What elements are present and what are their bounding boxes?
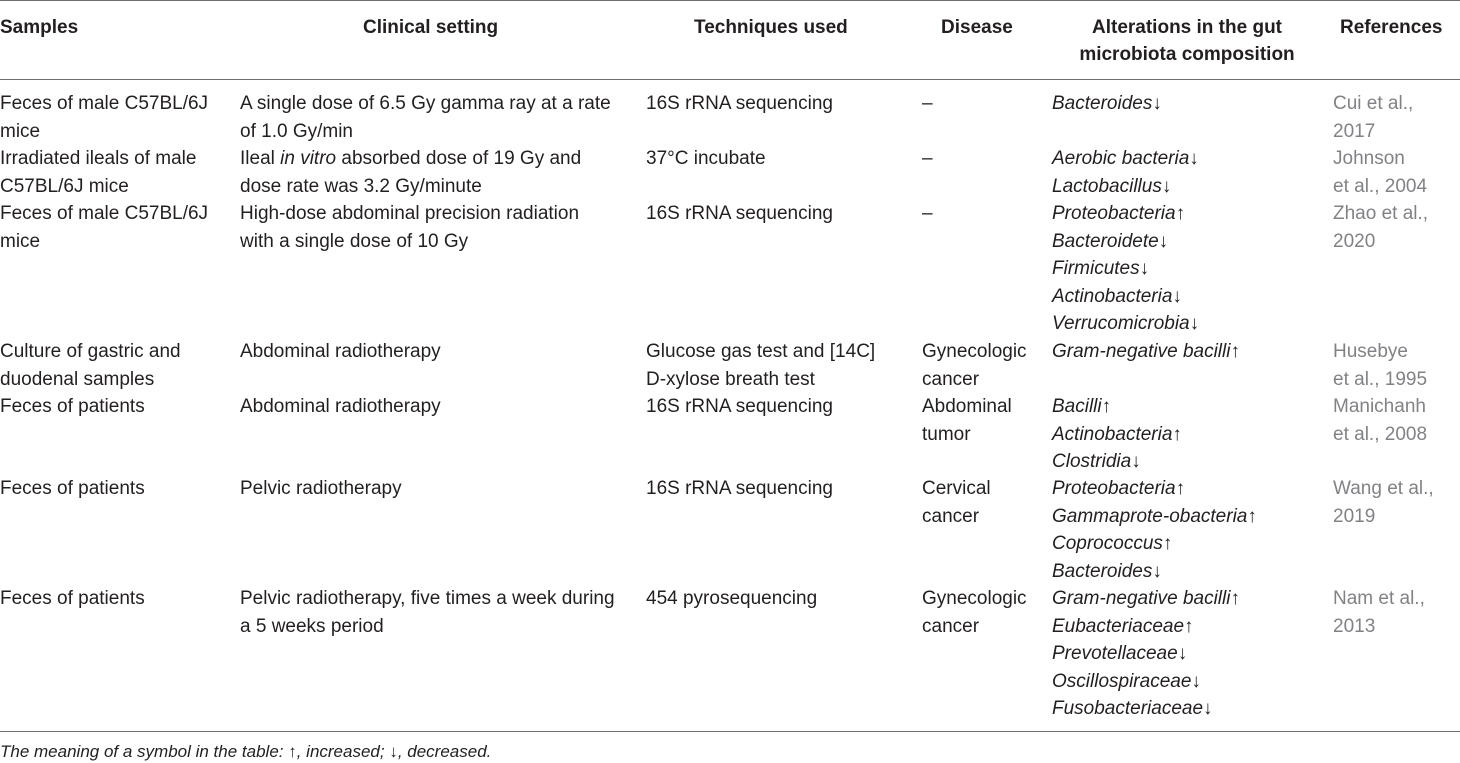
cell-line: Coprococcus↑ xyxy=(1052,533,1173,554)
cell-line: Prevotellaceae↓ xyxy=(1052,643,1188,664)
cell-samples xyxy=(0,145,196,200)
cell-techniques xyxy=(646,200,833,228)
cell-line: 16S rRNA sequencing xyxy=(646,478,833,499)
cell-line: 16S rRNA sequencing xyxy=(646,396,833,417)
cell-line: Gynecologic xyxy=(922,588,1027,609)
cell-line: 454 pyrosequencing xyxy=(646,588,818,609)
cell-line: Gynecologic xyxy=(922,341,1027,362)
cell-line: mice xyxy=(0,230,41,252)
cell-alterations xyxy=(1052,393,1182,476)
cell-line: Husebye xyxy=(1333,341,1408,362)
cell-line: Verrucomicrobia↓ xyxy=(1052,313,1200,334)
cell-setting xyxy=(240,145,581,200)
italic-text: in vitro xyxy=(280,148,337,169)
cell-line: duodenal samples xyxy=(0,368,155,390)
cell-line: Cervical xyxy=(922,478,991,499)
cell-setting xyxy=(240,90,611,145)
cell-line: Proteobacteria↑ xyxy=(1052,203,1186,224)
cell-line: Abdominal radiotherapy xyxy=(240,341,441,362)
cell-line: Glucose gas test and [14C] xyxy=(646,341,876,362)
cell-line: Abdominal xyxy=(922,396,1012,417)
cell-line: Pelvic radiotherapy xyxy=(240,478,402,499)
cell-samples xyxy=(0,90,208,145)
cell-line: Gammaprote-obacteria↑ xyxy=(1052,505,1257,527)
cell-alterations xyxy=(1052,475,1257,585)
cell-samples xyxy=(0,338,181,393)
cell-line: Proteobacteria↑ xyxy=(1052,478,1186,499)
cell-references xyxy=(1333,338,1427,393)
cell-line: Bacteroidete↓ xyxy=(1052,230,1169,252)
cell-samples xyxy=(0,585,145,613)
cell-techniques xyxy=(646,585,817,613)
cell-line: et al., 2008 xyxy=(1333,423,1428,445)
header-references: References xyxy=(1340,17,1443,38)
cell-alterations xyxy=(1052,338,1240,366)
cell-line: Actinobacteria↑ xyxy=(1052,423,1182,445)
cell-line: 37°C incubate xyxy=(646,148,766,169)
cell-references xyxy=(1333,200,1428,255)
cell-line: Culture of gastric and xyxy=(0,341,181,362)
cell-setting xyxy=(240,393,441,421)
cell-techniques xyxy=(646,338,875,393)
cell-references xyxy=(1333,90,1413,145)
header-techniques: Techniques used xyxy=(694,17,848,38)
cell-line: Nam et al., xyxy=(1333,588,1425,609)
cell-samples xyxy=(0,475,145,503)
cell-line: Cui et al., xyxy=(1333,93,1414,114)
cell-line: Feces of male C57BL/6J xyxy=(0,93,209,114)
cell-line: Abdominal radiotherapy xyxy=(240,396,441,417)
cell-line: Bacilli↑ xyxy=(1052,396,1112,417)
cell-references xyxy=(1333,585,1425,640)
cell-alterations xyxy=(1052,90,1162,118)
cell-techniques xyxy=(646,90,833,118)
cell-line: Bacteroides↓ xyxy=(1052,93,1162,114)
cell-line: Feces of patients xyxy=(0,478,145,499)
cell-line: Clostridia↓ xyxy=(1052,451,1141,472)
cell-line: Irradiated ileals of male xyxy=(0,148,197,169)
cell-line: Feces of male C57BL/6J xyxy=(0,203,209,224)
cell-references xyxy=(1333,145,1427,200)
cell-setting xyxy=(240,585,615,640)
header-clinical-setting: Clinical setting xyxy=(363,17,499,38)
cell-line: dose rate was 3.2 Gy/minute xyxy=(240,175,482,197)
cell-disease xyxy=(922,393,1012,448)
cell-line: mice xyxy=(0,120,41,142)
cell-line: – xyxy=(922,148,933,169)
cell-line: 2013 xyxy=(1333,615,1376,637)
cell-line: et al., 1995 xyxy=(1333,368,1428,390)
cell-line: Zhao et al., xyxy=(1333,203,1429,224)
cell-line: Manichanh xyxy=(1333,396,1426,417)
cell-line: Fusobacteriaceae↓ xyxy=(1052,698,1213,719)
cell-line: 16S rRNA sequencing xyxy=(646,203,833,224)
cell-disease xyxy=(922,475,991,530)
text-span: absorbed dose of 19 Gy and xyxy=(336,148,582,169)
cell-samples xyxy=(0,200,208,255)
table-footnote: The meaning of a symbol in the table: ↑, increased; ↓, decreased. xyxy=(0,742,492,761)
cell-line: Aerobic bacteria↓ xyxy=(1052,148,1199,169)
cell-line: et al., 2004 xyxy=(1333,175,1428,197)
cell-disease xyxy=(922,585,1027,640)
cell-line: Feces of patients xyxy=(0,588,145,609)
cell-line: Pelvic radiotherapy, five times a week during xyxy=(240,588,615,609)
cell-disease xyxy=(922,90,933,118)
cell-samples xyxy=(0,393,145,421)
cell-line: with a single dose of 10 Gy xyxy=(240,230,469,252)
cell-line: Actinobacteria↓ xyxy=(1052,285,1182,307)
table-bottom-rule xyxy=(0,731,1460,732)
text-span: Ileal xyxy=(240,148,281,169)
cell-line: – xyxy=(922,203,933,224)
cell-line: Oscillospiraceae↓ xyxy=(1052,670,1201,692)
cell-line xyxy=(240,145,581,173)
cell-setting xyxy=(240,475,402,503)
cell-line: A single dose of 6.5 Gy gamma ray at a rate xyxy=(240,93,611,114)
cell-techniques xyxy=(646,393,833,421)
cell-line: a 5 weeks period xyxy=(240,615,384,637)
cell-line: D-xylose breath test xyxy=(646,368,815,390)
header-samples: Samples xyxy=(0,17,79,38)
cell-line: Gram-negative bacilli↑ xyxy=(1052,341,1240,362)
table-top-rule xyxy=(0,0,1460,1)
cell-references xyxy=(1333,475,1434,530)
cell-line: tumor xyxy=(922,423,971,445)
cell-line: Eubacteriaceae↑ xyxy=(1052,615,1194,637)
cell-line: Wang et al., xyxy=(1333,478,1434,499)
cell-line: C57BL/6J mice xyxy=(0,175,129,197)
cell-line: Johnson xyxy=(1333,148,1405,169)
cell-line: of 1.0 Gy/min xyxy=(240,120,353,142)
cell-techniques xyxy=(646,145,766,173)
cell-line: Feces of patients xyxy=(0,396,145,417)
cell-line: Lactobacillus↓ xyxy=(1052,175,1172,197)
cell-alterations xyxy=(1052,145,1199,200)
cell-line: High-dose abdominal precision radiation xyxy=(240,203,580,224)
cell-alterations xyxy=(1052,585,1240,723)
cell-disease xyxy=(922,200,933,228)
cell-references xyxy=(1333,393,1427,448)
cell-line: cancer xyxy=(922,615,980,637)
cell-line: Firmicutes↓ xyxy=(1052,258,1150,279)
header-bottom-rule xyxy=(0,79,1460,80)
cell-line: – xyxy=(922,93,933,114)
cell-techniques xyxy=(646,475,833,503)
cell-line: 2019 xyxy=(1333,505,1376,527)
header-alterations: Alterations in the gut microbiota composition xyxy=(1079,17,1295,65)
cell-disease xyxy=(922,145,933,173)
cell-line: 2017 xyxy=(1333,120,1376,142)
cell-line: Gram-negative bacilli↑ xyxy=(1052,588,1240,609)
cell-setting xyxy=(240,200,579,255)
cell-alterations xyxy=(1052,200,1199,338)
cell-line: cancer xyxy=(922,505,980,527)
cell-disease xyxy=(922,338,1027,393)
cell-setting xyxy=(240,338,441,366)
cell-line: 2020 xyxy=(1333,230,1376,252)
cell-line: 16S rRNA sequencing xyxy=(646,93,833,114)
cell-line: Bacteroides↓ xyxy=(1052,560,1162,582)
cell-line: cancer xyxy=(922,368,980,390)
header-disease: Disease xyxy=(941,17,1013,38)
